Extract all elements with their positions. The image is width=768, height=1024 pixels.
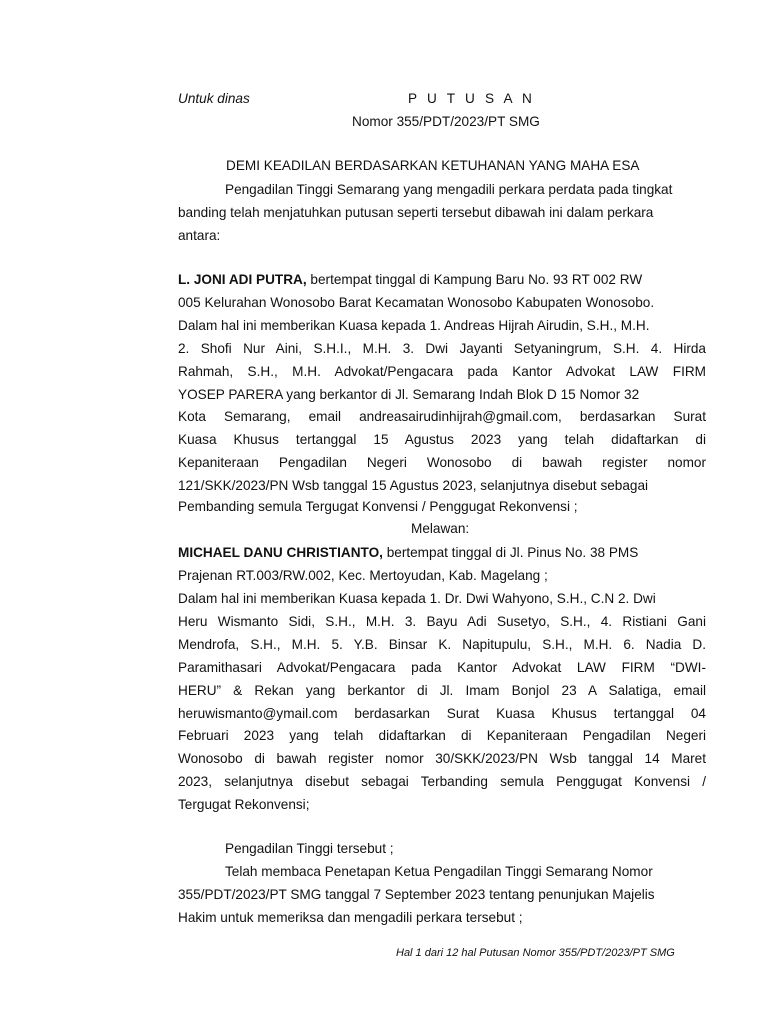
- terbanding-line: heruwismanto@ymail.com berdasarkan Surat Kuasa Khusus tertanggal 04: [178, 706, 706, 721]
- terbanding-line: Mendrofa, S.H., M.H. 5. Y.B. Binsar K. Napitupulu, S.H., M.H. 6. Nadia D.: [178, 637, 706, 652]
- page-footer: Hal 1 dari 12 hal Putusan Nomor 355/PDT/2023/PT SMG: [396, 947, 675, 959]
- intro-line: banding telah menjatuhkan putusan seperti tersebut dibawah ini dalam perkara: [178, 205, 654, 220]
- pembanding-line: 121/SKK/2023/PN Wsb tanggal 15 Agustus 2023, selanjutnya disebut sebagai: [178, 478, 649, 493]
- telah-membaca-line: Hakim untuk memeriksa dan mengadili perkara tersebut ;: [178, 910, 523, 925]
- pembanding-line: Rahmah, S.H., M.H. Advokat/Pengacara pada Kantor Advokat LAW FIRM: [178, 364, 706, 379]
- document-title: P U T U S A N: [408, 91, 535, 106]
- melawan-label: Melawan:: [411, 521, 470, 536]
- pembanding-address: bertempat tinggal di Kampung Baru No. 93 RT 002 RW: [306, 272, 643, 287]
- pembanding-name: L. JONI ADI PUTRA,: [178, 272, 307, 287]
- terbanding-line: Dalam hal ini memberikan Kuasa kepada 1. Dr. Dwi Wahyono, S.H., C.N 2. Dwi: [178, 591, 656, 606]
- intro-line: Pengadilan Tinggi Semarang yang mengadili perkara perdata pada tingkat: [225, 182, 673, 197]
- pembanding-line: Kuasa Khusus tertanggal 15 Agustus 2023 yang telah didaftarkan di: [178, 432, 706, 447]
- pembanding-line: Pembanding semula Tergugat Konvensi / Penggugat Rekonvensi ;: [178, 499, 578, 514]
- pembanding-line: Kepaniteraan Pengadilan Negeri Wonosobo di bawah register nomor: [178, 455, 706, 470]
- terbanding-line: Februari 2023 yang telah didaftarkan di Kepaniteraan Pengadilan Negeri: [178, 728, 706, 743]
- terbanding-name: MICHAEL DANU CHRISTIANTO,: [178, 545, 383, 560]
- pembanding-line: Dalam hal ini memberikan Kuasa kepada 1. Andreas Hijrah Airudin, S.H., M.H.: [178, 318, 650, 333]
- terbanding-line: Wonosobo di bawah register nomor 30/SKK/2023/PN Wsb tanggal 14 Maret: [178, 751, 706, 766]
- terbanding-address: bertempat tinggal di Jl. Pinus No. 38 PMS: [382, 545, 639, 560]
- terbanding-line: Paramithasari Advokat/Pengacara pada Kantor Advokat LAW FIRM “DWI-: [178, 660, 706, 675]
- untuk-dinas-label: Untuk dinas: [178, 91, 250, 106]
- terbanding-line: 2023, selanjutnya disebut sebagai Terbanding semula Penggugat Konvensi /: [178, 774, 706, 789]
- terbanding-first-line: [178, 544, 638, 562]
- terbanding-line: Prajenan RT.003/RW.002, Kec. Mertoyudan, Kab. Magelang ;: [178, 568, 548, 583]
- intro-line: antara:: [178, 228, 221, 243]
- demi-keadilan-heading: DEMI KEADILAN BERDASARKAN KETUHANAN YANG MAHA ESA: [226, 158, 640, 173]
- case-number: Nomor 355/PDT/2023/PT SMG: [352, 114, 540, 129]
- telah-membaca-line: 355/PDT/2023/PT SMG tanggal 7 September 2023 tentang penunjukan Majelis: [178, 887, 655, 902]
- terbanding-line: Tergugat Rekonvensi;: [178, 797, 310, 812]
- telah-membaca-line: Telah membaca Penetapan Ketua Pengadilan Tinggi Semarang Nomor: [225, 864, 653, 879]
- pembanding-line: YOSEP PARERA yang berkantor di Jl. Semarang Indah Blok D 15 Nomor 32: [178, 387, 640, 402]
- terbanding-line: Heru Wismanto Sidi, S.H., M.H. 3. Bayu Adi Susetyo, S.H., 4. Ristiani Gani: [178, 614, 706, 629]
- terbanding-line: HERU” & Rekan yang berkantor di Jl. Imam Bonjol 23 A Salatiga, email: [178, 683, 706, 698]
- pembanding-first-line: [178, 271, 642, 289]
- pembanding-line: 2. Shofi Nur Aini, S.H.I., M.H. 3. Dwi Jayanti Setyaningrum, S.H. 4. Hirda: [178, 341, 706, 356]
- pembanding-line: Kota Semarang, email andreasairudinhijrah@gmail.com, berdasarkan Surat: [178, 409, 706, 424]
- pengadilan-tersebut: Pengadilan Tinggi tersebut ;: [225, 841, 394, 856]
- pembanding-line: 005 Kelurahan Wonosobo Barat Kecamatan Wonosobo Kabupaten Wonosobo.: [178, 295, 655, 310]
